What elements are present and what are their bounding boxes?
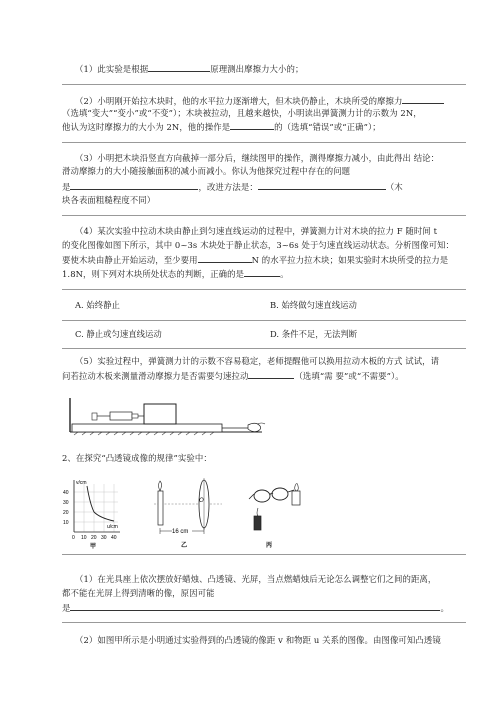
q1-part4-line3 [62, 253, 448, 266]
q2-part1-text-end: 。 [440, 603, 449, 613]
glasses-icon [254, 490, 270, 502]
divider [62, 554, 466, 555]
figure-bing-setup [240, 474, 310, 552]
q2-part1-line3 [62, 601, 449, 614]
q1-part1-text: （1）此实验是根据 [75, 64, 149, 74]
divider [62, 84, 466, 85]
q1-part4-text: 要使木块由静止开始运动，至少要用 [62, 255, 198, 265]
flame-icon [295, 484, 299, 492]
q1-part1-text-end: 原理测出摩擦力大小的； [210, 64, 304, 74]
option-d[interactable]: D. 条件不足，无法判断 [270, 329, 358, 339]
figure-yi-caption: 乙 [181, 543, 188, 549]
q1-part2-line1 [75, 94, 444, 107]
q1-part2-text: 他认为这时摩擦力的大小为 2N，他的操作是 [62, 122, 231, 132]
q1-part4-line2: 的变化图像如图下所示，其中 0~3s 木块处于静止状态，3~6s 处于匀速直线运动状态。分析图像可知： [62, 240, 455, 250]
distance-label: 16 cm [172, 529, 189, 535]
xtick: 30 [101, 535, 107, 541]
answer-blank[interactable] [244, 267, 280, 277]
q2-part2-line1: （2）如图甲所示是小明通过实验得到的凸透镜的像距 v 和物距 u 关系的图像。由图像可知凸透镜 [75, 635, 441, 645]
ytick: 40 [63, 490, 69, 496]
divider [62, 320, 466, 321]
q1-part3-text: 是 [62, 182, 71, 192]
q1-part2-line3 [62, 120, 381, 133]
candle-icon [254, 516, 261, 530]
divider [62, 622, 466, 623]
q1-part5-text: 问若拉动木板来测量滑动摩擦力是否需要匀速拉动 [62, 371, 249, 381]
divider [62, 348, 466, 349]
q1-part4-text: 1.8N，则下列对木块所处状态的判断，正确的是 [62, 269, 245, 279]
q2-part1-line1: （1）在光具座上依次摆放好蜡烛、凸透镜、光屏，当点燃蜡烛后无论怎么调整它们之间的距离， [75, 574, 437, 584]
answer-blank[interactable] [248, 369, 294, 379]
q1-part5-text-end: （选填“需 要”或“不需要”）。 [294, 371, 404, 381]
q2-part1-text: 是 [62, 603, 71, 613]
option-c[interactable]: C. 静止或匀速直线运动 [75, 329, 162, 339]
answer-blank[interactable] [230, 120, 274, 130]
q1-part4-text-end: 。 [280, 269, 289, 279]
divider [62, 215, 466, 216]
q1-part5-line2 [62, 369, 404, 382]
q1-part1 [75, 62, 303, 75]
q1-part4-line4 [62, 267, 289, 280]
q1-part2-text-end: 的（选填“错误”或“正确”）； [274, 122, 381, 132]
answer-blank[interactable] [70, 180, 198, 190]
figure-bing-caption: 丙 [266, 543, 273, 549]
candle-icon [158, 491, 163, 525]
xtick: 20 [91, 535, 97, 541]
q1-part3-line3 [62, 180, 403, 193]
ytick: 30 [63, 500, 69, 506]
candle-icon [292, 491, 300, 505]
option-a[interactable]: A. 始终静止 [75, 300, 120, 310]
figure-yi-setup [150, 474, 226, 552]
figure-jia-ylabel: v/cm [76, 480, 87, 486]
divider [62, 142, 466, 143]
q1-part3-line1: （3）小明把木块沿竖直方向截掉一部分后，继续图甲的操作，测得摩擦力减小，由此得出 结论： [75, 153, 440, 163]
xtick: 0 [72, 535, 75, 541]
answer-blank[interactable] [402, 94, 444, 104]
figure-jia-caption: 甲 [90, 544, 97, 550]
q1-part3-line4: 块各表面粗糙程度不同） [62, 195, 156, 205]
answer-blank[interactable] [198, 253, 252, 263]
q1-part4-line1: （4）某次实验中拉动木块由静止到匀速直线运动的过程中，弹簧测力计对木块的拉力 F 随时间 t [75, 226, 438, 236]
answer-blank[interactable] [258, 180, 386, 190]
q1-part3-line2: 滑动摩擦力的大小随接触面积的减小而减小。你认为他探究过程中存在的问题 [62, 166, 351, 176]
lens-center-label: O [199, 498, 204, 504]
answer-blank[interactable] [148, 62, 210, 72]
q1-part5-line1: （5）实验过程中，弹簧测力计的示数不容易稳定，老师提醒他可以换用拉动木板的方式 试试，请 [75, 356, 440, 366]
q1-part4-text-mid: N 的水平拉力拉木块；如果实验时木块所受的拉力是 [251, 255, 449, 265]
ytick: 20 [63, 510, 69, 516]
q2-part1-line2: 都不能在光屏上得到清晰的像，原因可能 [62, 588, 215, 598]
answer-blank[interactable] [70, 601, 440, 611]
q1-part3-text-mid: ，改进方法是： [198, 182, 258, 192]
xtick: 10 [81, 535, 87, 541]
ytick: 10 [63, 520, 69, 526]
candle-flame-icon [159, 481, 162, 491]
divider [62, 289, 466, 290]
q1-part3-text-end: （木 [385, 182, 403, 192]
xtick: 40 [111, 535, 117, 541]
q1-part2-text: （2）小明刚开始拉木块时，他的水平拉力逐渐增大，但木块仍静止，木块所受的摩擦力 [75, 96, 403, 106]
q1-part2-line2: （选填“变大”“变小”或“不变”）；木块被拉动，且越来越快，小明读出弹簧测力计的示数为 2N， [62, 108, 422, 118]
figure-jia-graph [60, 476, 134, 550]
option-b[interactable]: B. 始终做匀速直线运动 [270, 300, 357, 310]
flame-icon [257, 508, 258, 516]
q2-title: 2、在探究“凸透镜成像的规律”实验中： [62, 453, 212, 463]
friction-apparatus-figure [62, 392, 272, 438]
figure-jia-xlabel: u/cm [107, 524, 118, 530]
